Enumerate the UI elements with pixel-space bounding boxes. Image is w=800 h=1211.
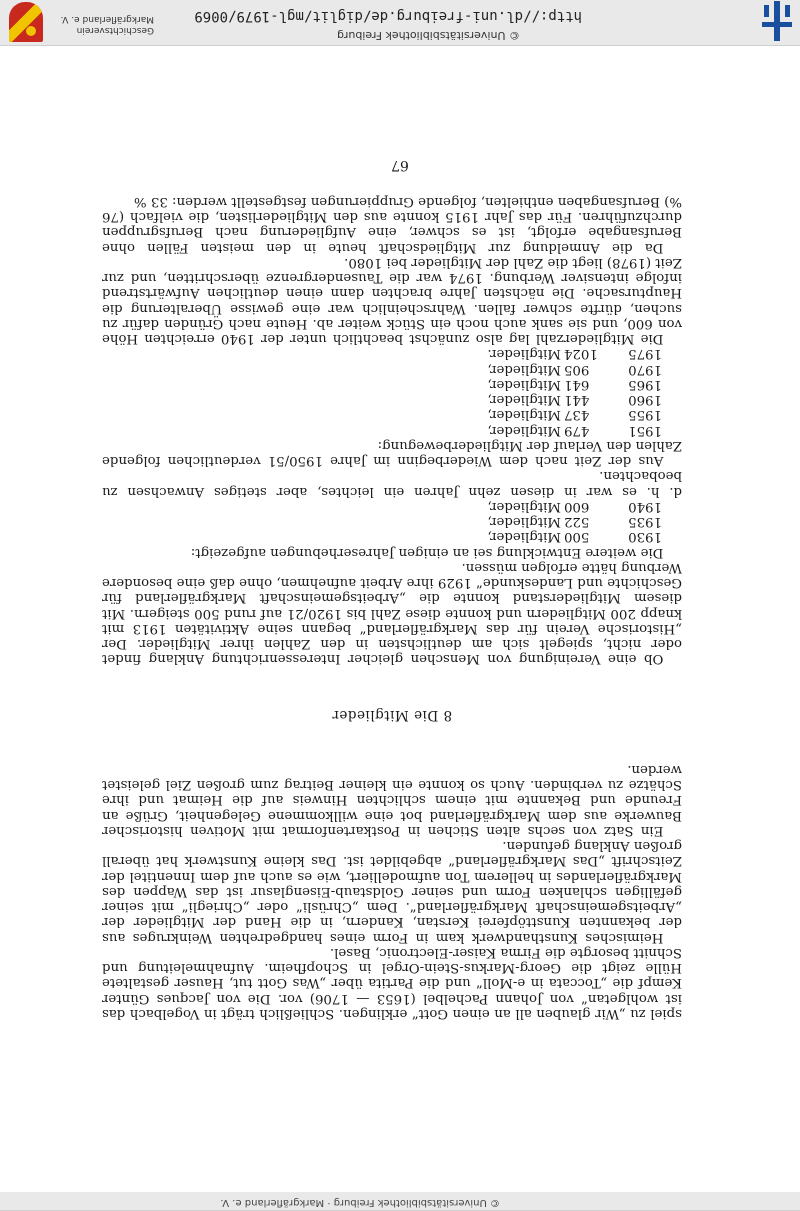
page-content — [102, 194, 682, 1021]
association-name — [61, 13, 154, 35]
year-cell: 1955 — [628, 407, 662, 423]
count-cell: 1024 — [564, 346, 598, 362]
coat-of-arms-icon — [9, 2, 43, 42]
table-row — [487, 499, 662, 514]
table-row — [487, 392, 662, 407]
paragraph-wiederbeginn: Aus der Zeit nach dem Wiederbeginn im Jahre 1950/51 verdeutlichen folgende Zahlen den Verlauf der Mitgliederbewegung: — [102, 438, 682, 469]
count-cell: 437 — [564, 407, 590, 423]
table-row — [487, 529, 662, 544]
year-cell: 1960 — [628, 392, 662, 408]
paragraph-entwicklung: Die weitere Entwicklung sei an einigen Jahreserhebungen aufgezeigt: — [190, 544, 664, 560]
section-heading: 8 Die Mitglieder — [331, 706, 453, 723]
paragraph-anmeldung: Da die Anmeldung zur Mitgliedschaft heute in den meisten Fällen ohne Berufsangabe erfolgt, ist es schwer, eine Aufgliederung nach Berufsgruppen durchzuführen. Für das Jahr 1915 konnte aus den Mitgliederlisten, die vielfach (76 %) Berufsangaben enthielten, folgende Gruppierungen festgestellt werden: 33 % — [102, 194, 682, 255]
count-cell: 500 — [564, 529, 590, 545]
association-line-2: Markgräflerland e. V. — [60, 14, 154, 24]
table-row — [487, 407, 662, 422]
label-cell: Mitglieder, — [487, 361, 561, 377]
paragraph-continuation: spiel zu „Wir glauben all an einen Gott“ erklingen. Schließlich trägt in Vogelbach das ist wohlgetan“ von Johann Pachelbel (1653 — 1706) vor. Die von Jacques Günter Kempf die „Toccata in e-Moll“ und die Partita über „Was Gott tut, Hauser gestaltete Hülle zeigt die Georg-Markus-Stein-Orgel in Schopfheim. Aufnahmeleitung und Schnitt besorgte die Firma Kaiser-Electronic, Basel. — [102, 945, 682, 1021]
table-row — [487, 362, 662, 377]
year-cell: 1951 — [628, 422, 662, 438]
paragraph-vereinigung: Ob eine Vereinigung von Menschen gleicher Interessenrichtung Anklang findet oder nicht, spiegelt sich am deutlichsten in den Zahlen ihrer Mitglieder. Der „Historische Verein für das Markgräflerland“ begann seine Aktivitäten 1913 mit knapp 200 Mitgliedern und konnte diese Zahl bis 1920/21 auf rund 500 steigern. Mit diesem Mitgliederstand konnte die „Arbeitsgemeinschaft Markgräflerland für Geschichte und Landeskunde“ 1929 ihre Arbeit aufnehmen, ohne daß eine besondere Werbung hätte erfolgen müssen. — [102, 560, 682, 667]
paragraph-kunsthandwerk: Heimisches Kunsthandwerk kam in Form eines handgedrehten Weinkruges aus der bekannten Kunsttöpferei Kerstan, Kandern, in die Hand der Mitglieder der „Arbeitsgemeinschaft Markgräflerland“. Dem „Chrüsli“ oder „Chriegli“ mit seiner gefälligen schlanken Form und seiner Goldstaub-Eisenglasur ist das Wappen des Markgräflerlandes in hellerem Ton aufmodelliert, wie es auch auf dem Innentitel der Zeitschrift „Das Markgräflerland“ abgebildet ist. Das kleine Kunstwerk hat überall großen Anklang gefunden. — [102, 838, 682, 945]
table-row — [487, 377, 662, 392]
count-cell: 479 — [564, 422, 590, 438]
university-library-logo-icon — [762, 1, 792, 41]
header-text: © Universitätsbibliothek Freiburg · Markgräflerland e. V. — [220, 1197, 500, 1208]
count-cell: 600 — [564, 499, 590, 514]
label-cell: Mitglieder, — [487, 529, 561, 545]
paragraph-mitgliederzahl: Die Mitgliederzahl lag also zunächst beachtlich unter der 1940 erreichten Höhe von 600, und sie sank auch noch ein Stück weiter ab. Heute nach Gründen dafür zu suchen, dürfte schwer fallen. Wahrscheinlich war eine gewisse Überalterung die Hauptursache. Die nächsten Jahre brachten dann einen deutlichen Aufwärtstrend infolge intensiver Werbung. 1974 war die Tausendergrenze überschritten, und zur Zeit (1978) liegt die Zahl der Mitglieder bei 1080. — [102, 255, 682, 347]
library-credit: © Universitätsbibliothek Freiburg — [337, 29, 520, 42]
year-cell: 1965 — [628, 377, 662, 392]
label-cell: Mitglieder, — [487, 407, 561, 423]
membership-table-1951-1975 — [487, 346, 662, 438]
paragraph-anwachsen: d. h. es war in diesen zehn Jahren ein leichtes, aber stetiges Anwachsen zu beobachten. — [102, 468, 682, 499]
paragraph-stiche: Ein Satz von sechs alten Stichen in Postkartenformat mit Motiven historischer Bauwerke aus dem Markgräflerland bot eine willkommene Gelegenheit, Grüße an Freunde und Bekannte mit einem schlichten Hinweis auf die Heimat und ihre Schätze zu verbinden. Auch so konnte ein kleiner Beitrag zum großen Ziel geleistet werden. — [102, 762, 682, 838]
page-number: 67 — [391, 157, 409, 173]
table-row — [487, 514, 662, 529]
header-band — [0, 1192, 800, 1211]
label-cell: Mitglieder. — [487, 346, 561, 362]
year-cell: 1930 — [628, 529, 662, 545]
year-cell: 1935 — [628, 514, 662, 530]
label-cell: Mitglieder, — [487, 392, 561, 408]
table-row — [487, 423, 662, 438]
label-cell: Mitglieder, — [487, 422, 561, 438]
year-cell: 1970 — [628, 361, 662, 377]
count-cell: 641 — [564, 377, 590, 392]
association-line-1: Geschichtsverein — [76, 25, 154, 35]
count-cell: 522 — [564, 514, 590, 530]
year-cell: 1940 — [628, 499, 662, 514]
label-cell: Mitglieder, — [487, 377, 561, 392]
membership-table-1930-1940 — [487, 499, 662, 545]
document-url-link[interactable]: http://dl.uni-freiburg.de/diglit/mgl-1979/0069 — [194, 8, 582, 24]
count-cell: 441 — [564, 392, 590, 408]
year-cell: 1975 — [628, 346, 662, 362]
label-cell: Mitglieder, — [487, 514, 561, 530]
footer-band — [0, 0, 800, 46]
label-cell: Mitglieder, — [487, 499, 561, 514]
table-row — [487, 346, 662, 361]
count-cell: 905 — [564, 361, 590, 377]
